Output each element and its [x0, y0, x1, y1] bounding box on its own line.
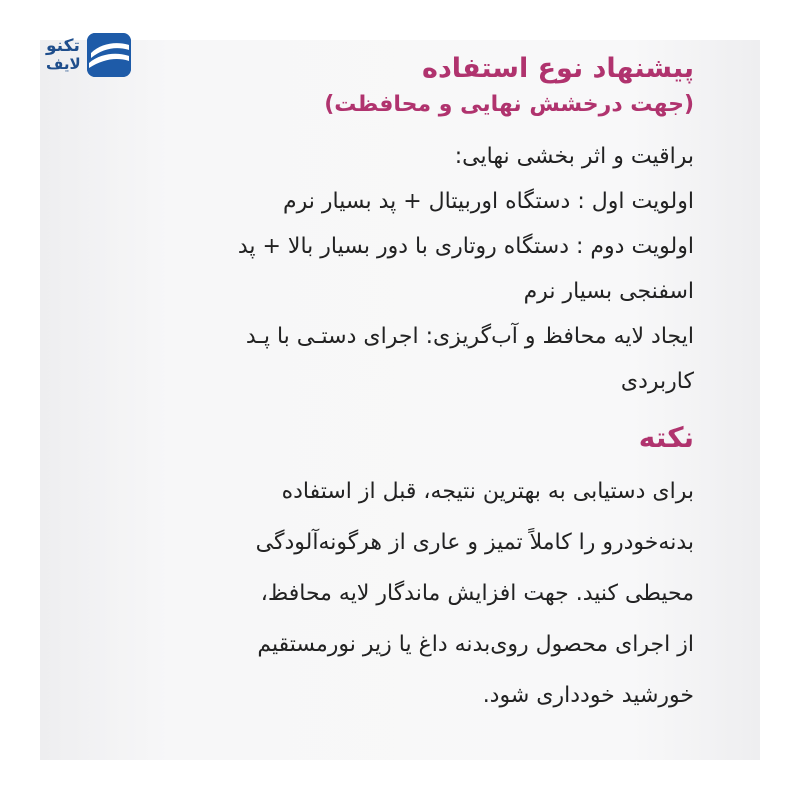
usage-instructions	[110, 134, 694, 404]
text-line: ایجاد لایه محافظ و آب‌گریزی: اجرای دستـی با پـد	[245, 324, 694, 349]
text-line: محیطی کنید. جهت افزایش ماندگار لایه محافظ،	[260, 581, 694, 606]
note-heading: نکته	[638, 421, 694, 454]
section-title: پیشنهاد نوع استفاده	[422, 53, 694, 84]
text-line: از اجرای محصول روی‌بدنه داغ یا زیر نورمستقیم	[257, 632, 694, 657]
brand-word-line1: تکنو	[46, 36, 80, 56]
text-line: بدنه‌خودرو را کاملاً تمیز و عاری از هرگونه‌آلودگی	[255, 530, 694, 555]
note-paragraph	[110, 466, 694, 721]
text-line: براقیت و اثر بخشی نهایی:	[454, 144, 694, 169]
section-subtitle: (جهت درخشش نهایی و محافظت)	[324, 92, 694, 117]
text-line: اسفنجی بسیار نرم	[523, 279, 694, 304]
article-content	[110, 52, 694, 721]
brand-swoosh-icon	[87, 33, 131, 77]
text-line: کاربردی	[620, 369, 694, 394]
text-line: برای دستیابی به بهترین نتیجه، قبل از استفاده	[281, 479, 694, 504]
brand-wordmark	[46, 38, 81, 72]
brand-logo[interactable]	[46, 30, 166, 80]
text-line: اولویت دوم : دستگاه روتاری با دور بسیار بالا + پد	[237, 234, 694, 259]
text-line: خورشید خودداری شود.	[482, 683, 694, 708]
brand-word-line2: لایف	[46, 55, 81, 73]
text-line: اولویت اول : دستگاه اوربیتال + پد بسیار نرم	[282, 189, 694, 214]
